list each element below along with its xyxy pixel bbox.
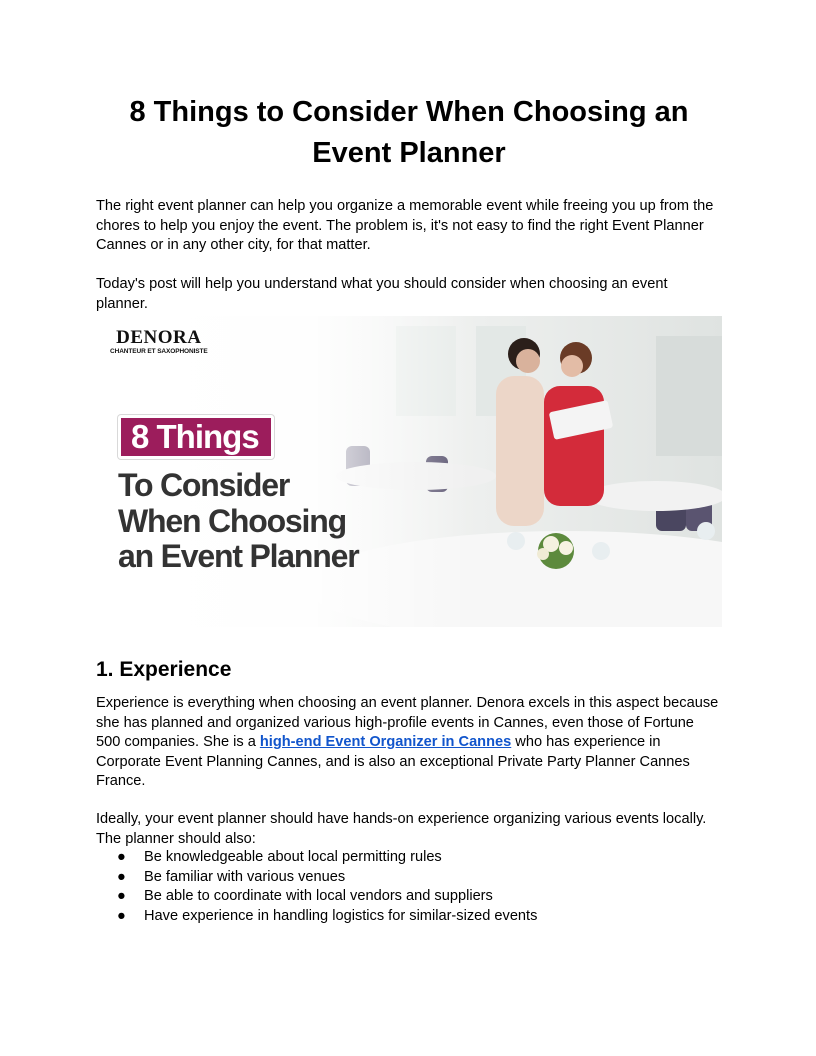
hero-headline-line: When Choosing [118,503,346,539]
intro-paragraph: The right event planner can help you organize a memorable event while freeing you up from the chores to help you enjoy the event. The problem is, it's not easy to find the right Event Planner Cannes or in any other city, for that matter. [96,198,714,253]
requirements-list [96,848,722,926]
event-organizer-link[interactable]: high-end Event Organizer in Cannes [259,734,512,750]
list-item: ● Be knowledgeable about local permitting rules [96,848,722,868]
experience-text-start: Experience is everything when choosing an event planner. Denora excels in this aspect because she has planned and organized various high-profile events in Cannes, even those of Fortune 500 companies. She is a [96,695,719,750]
page-title: 8 Things to Consider When Choosing an Event Planner [129,96,689,169]
brand-logo [110,328,208,356]
experience-text-end: who has experience in Corporate Event Planning Cannes, and is also an exceptional Private Party Planner Cannes France. [96,734,690,789]
experience-paragraph-2: Ideally, your event planner should have hands-on experience organizing various events locally. The planner should also: [96,811,707,847]
bullet-icon: ● [117,849,126,865]
hero-image [96,316,722,627]
experience-paragraph [96,694,722,792]
hero-headline-line: To Consider [118,467,290,503]
intro-paragraph-2: Today's post will help you understand what you should consider when choosing an event planner. [96,276,668,312]
list-item: ● Be able to coordinate with local vendors and suppliers [96,887,722,907]
hero-headline-line: an Event Planner [118,538,359,574]
list-item: ● Be familiar with various venues [96,868,722,888]
brand-name: DENORA [116,327,202,348]
bullet-icon: ● [117,868,126,885]
list-item: ● Have experience in handling logistics for similar-sized events [96,907,722,927]
hero-badge: 8 Things [118,415,274,459]
bullet-icon: ● [117,888,126,904]
bullet-icon: ● [117,907,126,924]
section-heading-experience: 1. Experience [96,658,232,681]
brand-tagline: CHANTEUR ET SAXOPHONISTE [110,348,208,355]
